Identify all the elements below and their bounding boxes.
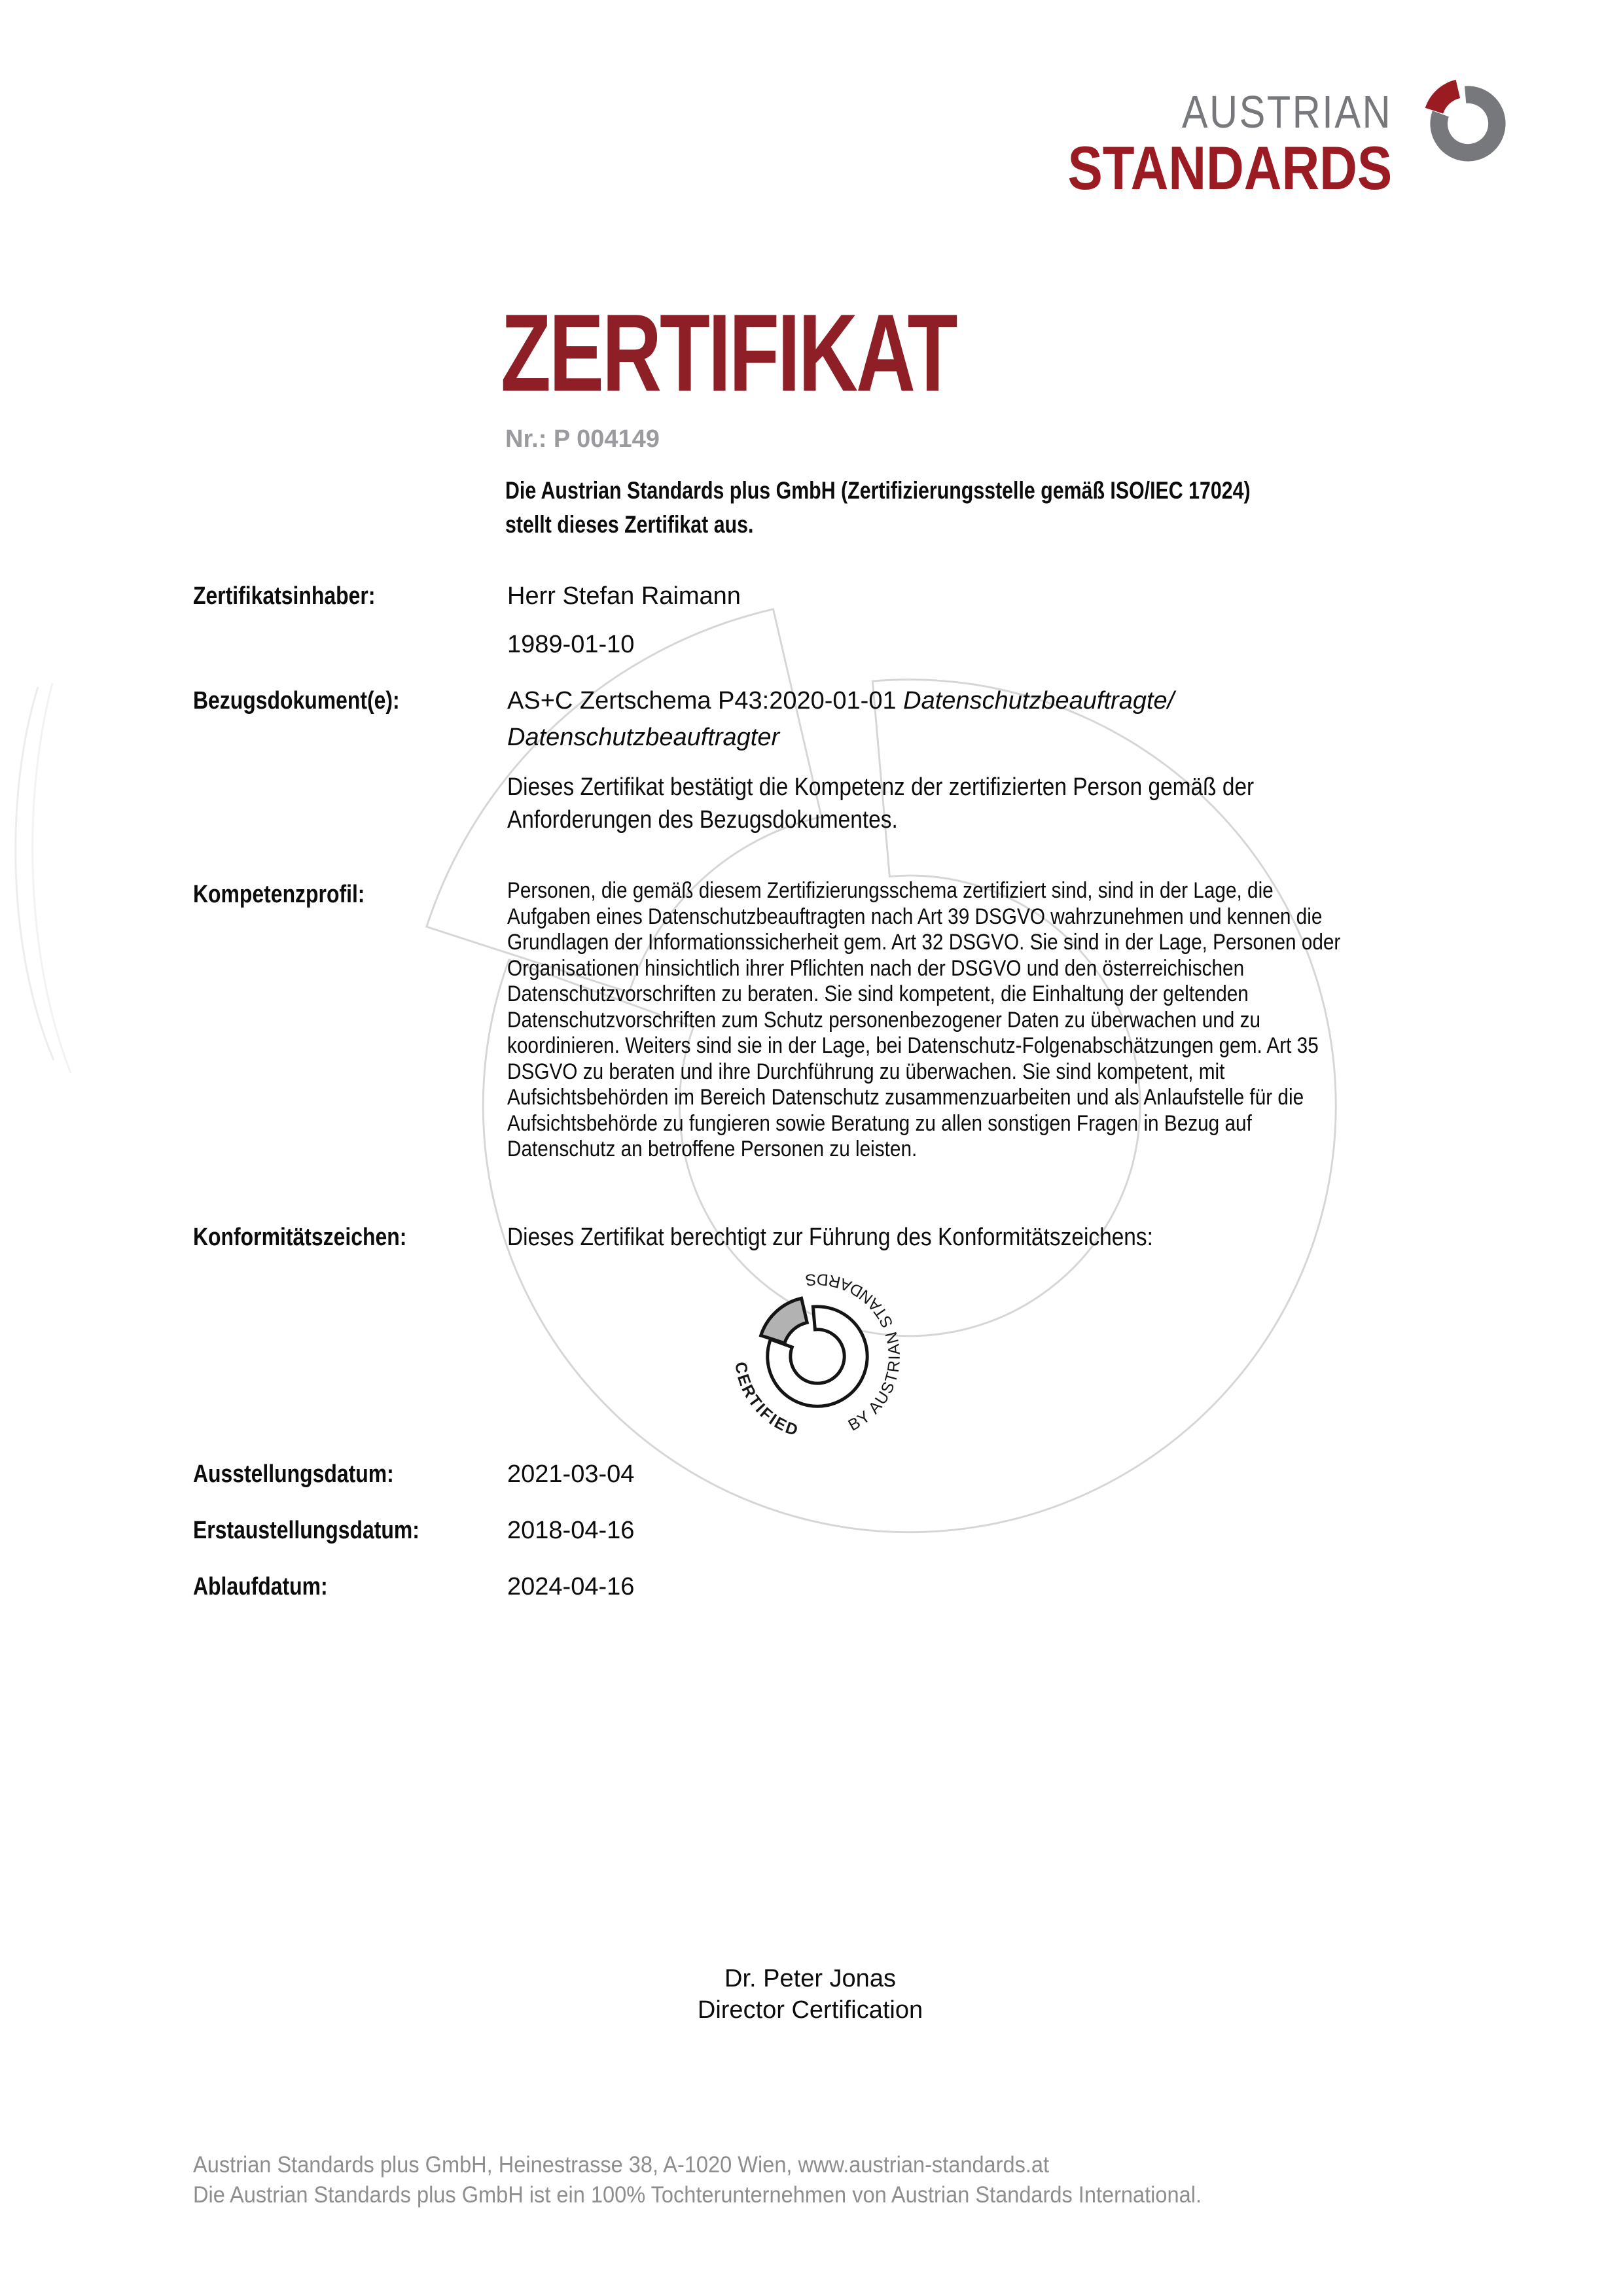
- expiry-date-value: 2024-04-16: [507, 1573, 635, 1600]
- seal-ring-mark: [761, 1298, 868, 1406]
- conformity-mark-text-line: Dieses Zertifikat berechtigt zur Führung des Konformitätszeichens:: [507, 1224, 1153, 1251]
- issuer-statement-line1: Die Austrian Standards plus GmbH (Zertifizierungsstelle gemäß ISO/IEC 17024): [505, 477, 1251, 504]
- confirmation-note-line2: Anforderungen des Bezugsdokumentes.: [507, 806, 898, 834]
- brand-wordmark: [1010, 86, 1392, 202]
- footer: [193, 2150, 1277, 2210]
- certificate-number: Nr.: P 004149: [505, 425, 660, 453]
- first-issue-date-label: Erstaustellungsdatum:: [193, 1517, 419, 1544]
- signature-block: [548, 1963, 1072, 2026]
- wedge-shape: [1425, 80, 1460, 114]
- holder-name: Herr Stefan Raimann: [507, 582, 741, 610]
- austrian-standards-ring-icon: [1418, 74, 1518, 173]
- seal-circular-text: [725, 1264, 910, 1449]
- confirmation-note-line1: Dieses Zertifikat bestätigt die Kompetenz der zertifizierten Person gemäß der: [507, 773, 1255, 801]
- issue-date-label: Ausstellungsdatum:: [193, 1460, 394, 1488]
- footer-address-line: Austrian Standards plus GmbH, Heinestrasse 38, A-1020 Wien, www.austrian-standards.at: [193, 2152, 1050, 2178]
- competence-profile-label: Kompetenzprofil:: [193, 881, 365, 908]
- footer-company-line: Die Austrian Standards plus GmbH ist ein 100% Tochterunternehmen von Austrian Standards International.: [193, 2182, 1202, 2208]
- holder-birthdate: 1989-01-10: [507, 631, 635, 658]
- conformity-seal: [725, 1264, 910, 1449]
- brand-word-austrian: AUSTRIAN: [1181, 86, 1392, 137]
- reference-doc-scheme-m: Datenschutzbeauftragter: [507, 724, 780, 751]
- issuer-statement-line2: stellt dieses Zertifikat aus.: [505, 511, 754, 538]
- certificate-title: ZERTIFIKAT: [501, 291, 956, 414]
- issuer-statement: [505, 474, 1414, 542]
- signatory-title: Director Certification: [697, 1996, 923, 2024]
- seal-text-certified: CERTIFIED: [731, 1360, 807, 1441]
- reference-doc-label: Bezugsdokument(e):: [193, 687, 400, 715]
- reference-doc-line1: [507, 687, 1174, 715]
- seal-wedge-shape: [761, 1298, 808, 1343]
- brand-word-standards: STANDARDS: [1067, 133, 1392, 202]
- confirmation-note: [507, 771, 1356, 836]
- signatory-name: Dr. Peter Jonas: [724, 1965, 896, 1992]
- holder-label: Zertifikatsinhaber:: [193, 582, 376, 610]
- conformity-mark-text: [507, 1224, 1241, 1252]
- issue-date-value: 2021-03-04: [507, 1460, 635, 1488]
- expiry-date-label: Ablaufdatum:: [193, 1573, 328, 1600]
- seal-text-by-austrian-standards: BY AUSTRIAN STANDARDS: [803, 1269, 904, 1435]
- reference-doc-id: AS+C Zertschema P43:2020-01-01: [507, 687, 904, 715]
- conformity-mark-label: Konformitätszeichen:: [193, 1224, 407, 1251]
- first-issue-date-value: 2018-04-16: [507, 1517, 635, 1544]
- competence-profile-text: Personen, die gemäß diesem Zertifizierungsschema zertifiziert sind, sind in der Lage, die Aufgaben eines Datenschutzbeauftragten nach Art 39 DSGVO wahrzunehmen und kennen die Grundlagen der Informationssicherheit gem. Art 32 DSGVO. Sie sind in der Lage, Personen oder Organisationen hinsichtlich ihrer Pflichten nach der DSGVO und den österreichischen Datenschutzvorschriften zu beraten. Sie sind kompetent, die Einhaltung der geltenden Datenschutzvorschriften zum Schutz personenbezogener Daten zu überwachen und zu koordinieren. Weiters sind sie in der Lage, bei Datenschutz-Folgenabschätzungen gem. Art 35 DSGVO zu beraten und ihre Durchführung zu überwachen. Sie sind kompetent, mit Aufsichtsbehörden im Bereich Datenschutz zusammenzuarbeiten und als Anlaufstelle für die Aufsichtsbehörde zu fungieren sowie Beratung zu allen sonstigen Fragen in Bezug auf Datenschutz an betroffene Personen zu leisten.: [507, 878, 1341, 1161]
- reference-doc-scheme-f: Datenschutzbeauftragte/: [903, 687, 1175, 715]
- scan-artifact-curve: [0, 641, 144, 1139]
